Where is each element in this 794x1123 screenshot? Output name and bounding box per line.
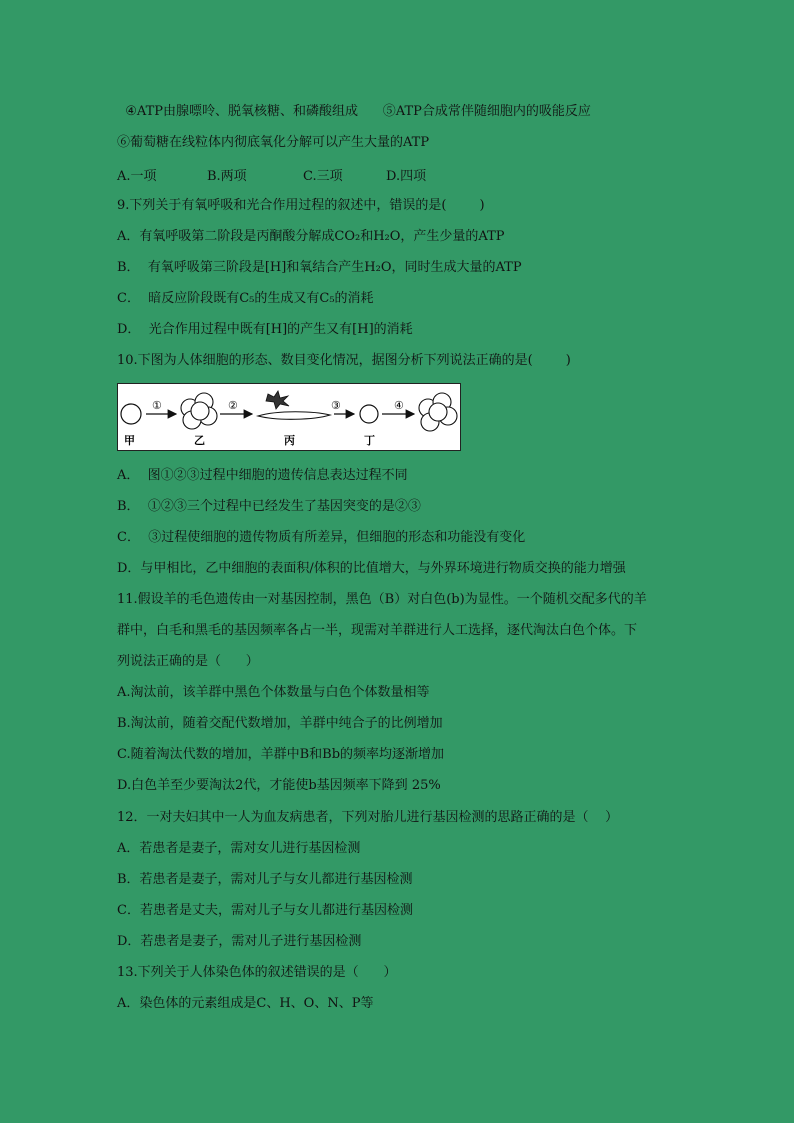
q8-option-c: C.三项 [303,169,343,184]
step-1-label: ① [152,399,162,412]
q8-option-a: A.一项 [117,169,157,184]
label-ding: 丁 [364,434,375,447]
text-line: D．若患者是妻子，需对儿子进行基因检测 [117,934,362,949]
text-line: 13.下列关于人体染色体的叙述错误的是（ ） [117,965,397,980]
text-line: A.淘汰前，该羊群中黑色个体数量与白色个体数量相等 [117,685,430,700]
text-line: C． 暗反应阶段既有C₅的生成又有C₅的消耗 [117,291,374,306]
label-yi: 乙 [194,434,205,447]
cell-cluster-yi [181,393,217,429]
step-2-label: ② [228,399,238,412]
text-line: 群中，白毛和黑毛的基因频率各占一半，现需对羊群进行人工选择，逐代淘汰白色个体。下 [117,623,638,638]
text-line: C．若患者是丈夫，需对儿子与女儿都进行基因检测 [117,903,413,918]
text-line: B． ①②③三个过程中已经发生了基因突变的是②③ [117,499,421,514]
text-line: 列说法正确的是（ ） [117,654,259,669]
cell-change-diagram [117,383,461,451]
text-line: 9.下列关于有氧呼吸和光合作用过程的叙述中，错误的是( ) [117,198,485,213]
cell-jia [121,404,141,424]
text-line: A．染色体的元素组成是C、H、O、N、P等 [117,996,374,1011]
step-3-label: ③ [331,399,341,412]
text-line: ⑥葡萄糖在线粒体内彻底氧化分解可以产生大量的ATP [117,135,430,150]
text-line: D.白色羊至少要淘汰2代，才能使b基因频率下降到 25% [117,778,441,793]
q8-option-d: D.四项 [386,169,427,184]
text-line: ④ATP由腺嘌呤、脱氧核糖、和磷酸组成 ⑤ATP合成常伴随细胞内的吸能反应 [117,104,591,119]
text-line: A．若患者是妻子，需对女儿进行基因检测 [117,841,361,856]
text-line: A． 图①②③过程中细胞的遗传信息表达过程不同 [117,468,408,483]
cell-ding [360,405,378,423]
text-line: D．与甲相比，乙中细胞的表面积/体积的比值增大，与外界环境进行物质交换的能力增强 [117,561,626,576]
step-4-label: ④ [394,399,404,412]
text-line: 10.下图为人体细胞的形态、数目变化情况，据图分析下列说法正确的是( ) [117,353,571,368]
text-line: C． ③过程使细胞的遗传物质有所差异，但细胞的形态和功能没有变化 [117,530,526,545]
text-line: B.淘汰前，随着交配代数增加，羊群中纯合子的比例增加 [117,716,443,731]
text-line: C.随着淘汰代数的增加，羊群中B和Bb的频率均逐渐增加 [117,747,445,762]
label-jia: 甲 [124,434,135,447]
text-line: B．若患者是妻子，需对儿子与女儿都进行基因检测 [117,872,413,887]
label-bing: 丙 [284,434,295,447]
text-line: 11.假设羊的毛色遗传由一对基因控制，黑色（B）对白色(b)为显性。一个随机交配多代的羊 [117,592,647,607]
text-line: A．有氧呼吸第二阶段是丙酮酸分解成CO₂和H₂O，产生少量的ATP [117,229,505,244]
cell-cluster-final [419,393,457,431]
cell-bing [258,391,330,419]
q8-option-b: B.两项 [207,169,247,184]
text-line: D． 光合作用过程中既有[H]的产生又有[H]的消耗 [117,322,413,337]
text-line: 12．一对夫妇其中一人为血友病患者，下列对胎儿进行基因检测的思路正确的是（ ） [117,810,619,825]
text-line: B． 有氧呼吸第三阶段是[H]和氧结合产生H₂O，同时生成大量的ATP [117,260,522,275]
